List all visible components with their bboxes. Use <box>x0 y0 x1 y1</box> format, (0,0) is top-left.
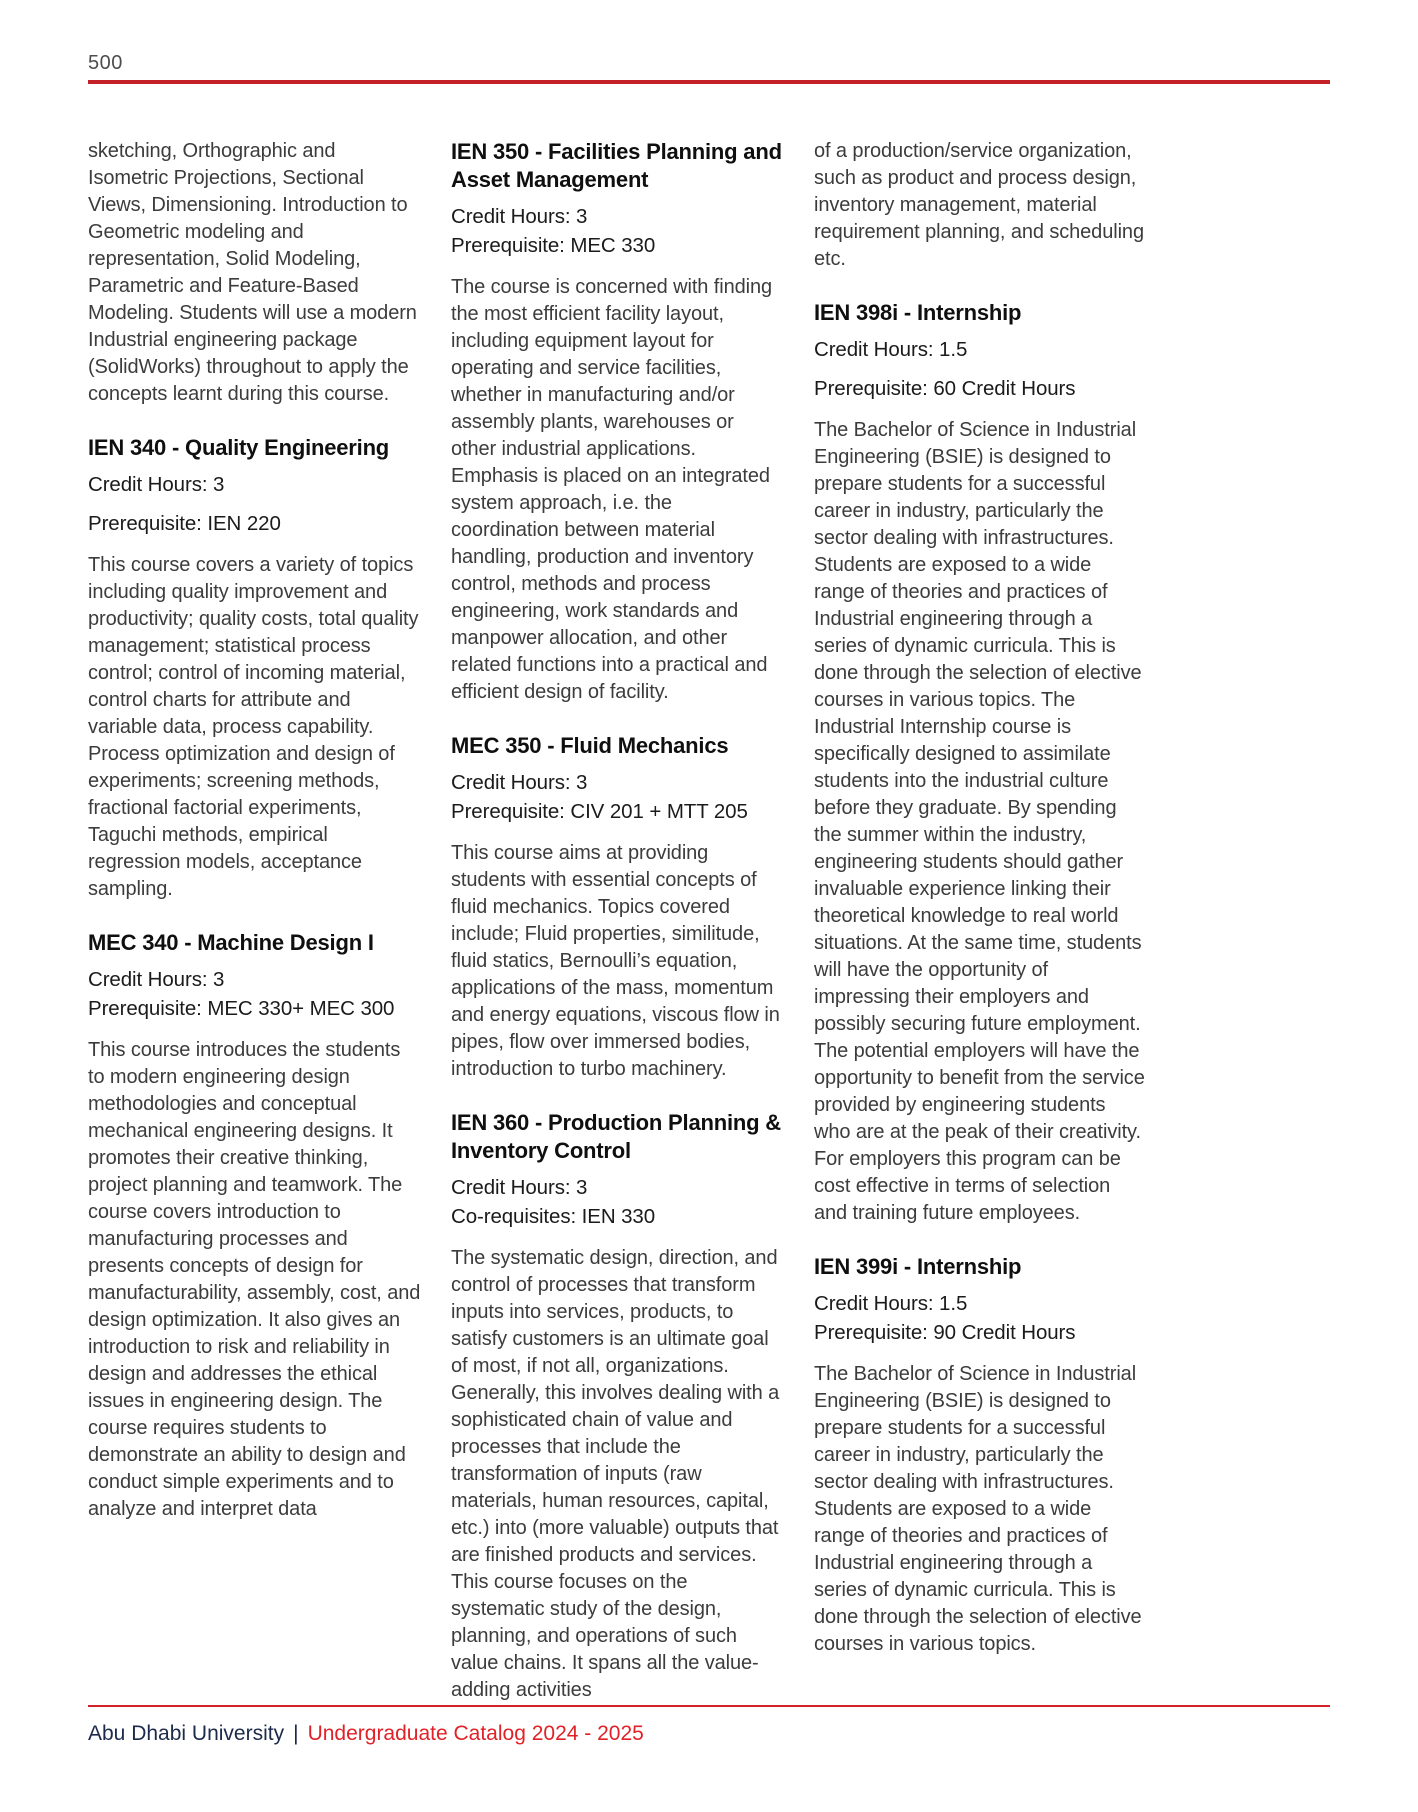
course-block <box>88 929 421 1523</box>
course-credit-hours: Credit Hours: 3 <box>451 1176 588 1199</box>
course-title: IEN 350 - Facilities Planning and Asset Management <box>451 139 782 192</box>
course-description: The systematic design, direction, and control of processes that transform inputs into services, products, to satisfy customers is an ultimate goal of most, if not all, organizations. Generally, this involves dealing with a sophisticated chain of value and processes that include the transformation of inputs (raw materials, human resources, capital, etc.) into (more valuable) outputs that are finished products and services. This course focuses on the systematic study of the design, planning, and operations of such value chains. It spans all the value-adding activities <box>451 1247 780 1701</box>
footer-rule <box>88 1705 1330 1707</box>
course-block <box>451 732 784 1083</box>
course-meta <box>451 1173 784 1231</box>
course-meta <box>88 470 421 538</box>
paragraph-text: sketching, Orthographic and Isometric Projections, Sectional Views, Dimensioning. Introduction to Geometric modeling and representation, Solid Modeling, Parametric and Feature-Based Modeling. Students will use a modern Industrial engineering package (SolidWorks) throughout to apply the concepts learnt during this course. <box>88 140 417 405</box>
course-prerequisite: Prerequisite: MEC 330+ MEC 300 <box>88 997 395 1020</box>
course-block <box>814 299 1147 1227</box>
course-description: This course covers a variety of topics including quality improvement and productivity; quality costs, total quality management; statistical process control; control of incoming material, control charts for attribute and variable data, process capability. Process optimization and design of experiments; screening methods, fractional factorial experiments, Taguchi methods, empirical regression models, acceptance sampling. <box>88 554 419 900</box>
paragraph-text: of a production/service organization, such as product and process design, inventory management, material requirement planning, and scheduling etc. <box>814 140 1144 270</box>
course-title: MEC 340 - Machine Design I <box>88 930 374 955</box>
page-content <box>88 138 1148 1718</box>
catalog-column-3 <box>814 138 1147 1718</box>
footer-university: Abu Dhabi University <box>88 1722 285 1745</box>
course-credit-hours: Credit Hours: 3 <box>451 771 588 794</box>
header-rule <box>88 80 1330 84</box>
course-prerequisite: Prerequisite: 60 Credit Hours <box>814 377 1076 400</box>
course-block <box>451 1109 784 1704</box>
course-credit-hours: Credit Hours: 3 <box>88 968 225 991</box>
course-credit-hours: Credit Hours: 3 <box>88 473 225 496</box>
catalog-column-1 <box>88 138 421 1718</box>
course-prerequisite: Prerequisite: 90 Credit Hours <box>814 1321 1076 1344</box>
course-title: IEN 340 - Quality Engineering <box>88 435 390 460</box>
paragraph-continuation <box>814 138 1147 273</box>
footer-catalog-title: Undergraduate Catalog 2024 - 2025 <box>307 1722 644 1745</box>
course-credit-hours: Credit Hours: 1.5 <box>814 338 968 361</box>
course-credit-hours: Credit Hours: 1.5 <box>814 1292 968 1315</box>
course-meta <box>88 965 421 1023</box>
footer <box>88 1722 1330 1746</box>
catalog-column-2 <box>451 138 784 1718</box>
footer-separator: | <box>293 1722 299 1745</box>
course-prerequisite: Prerequisite: CIV 201 + MTT 205 <box>451 800 748 823</box>
course-title: MEC 350 - Fluid Mechanics <box>451 733 729 758</box>
course-prerequisite: Prerequisite: IEN 220 <box>88 512 281 535</box>
course-block <box>814 1253 1147 1658</box>
course-prerequisite: Prerequisite: MEC 330 <box>451 234 656 257</box>
course-description: The Bachelor of Science in Industrial Engineering (BSIE) is designed to prepare students for a successful career in industry, particularly the sector dealing with infrastructures. Students are exposed to a wide range of theories and practices of Industrial engineering through a series of dynamic curricula. This is done through the selection of elective courses in various topics. <box>814 1363 1142 1655</box>
course-title: IEN 398i - Internship <box>814 300 1022 325</box>
page-number: 500 <box>88 52 123 74</box>
course-description: The course is concerned with finding the most efficient facility layout, including equipment layout for operating and service facilities, whether in manufacturing and/or assembly plants, warehouses or other industrial applications. Emphasis is placed on an integrated system approach, i.e. the coordination between material handling, production and inventory control, methods and process engineering, work standards and manpower allocation, and other related functions into a practical and efficient design of facility. <box>451 276 773 703</box>
course-description: This course introduces the students to modern engineering design methodologies and conceptual mechanical engineering designs. It promotes their creative thinking, project planning and teamwork. The course covers introduction to manufacturing processes and presents concepts of design for manufacturability, assembly, cost, and design optimization. It also gives an introduction to risk and reliability in design and addresses the ethical issues in engineering design. The course requires students to demonstrate an ability to design and conduct simple experiments and to analyze and interpret data <box>88 1039 421 1520</box>
course-title: IEN 360 - Production Planning & Inventory Control <box>451 1110 781 1163</box>
course-title: IEN 399i - Internship <box>814 1254 1022 1279</box>
course-block <box>451 138 784 706</box>
course-description: This course aims at providing students with essential concepts of fluid mechanics. Topics covered include; Fluid properties, similitude, fluid statics, Bernoulli’s equation, applications of the mass, momentum and energy equations, viscous flow in pipes, flow over immersed bodies, introduction to turbo machinery. <box>451 842 780 1080</box>
course-description: The Bachelor of Science in Industrial Engineering (BSIE) is designed to prepare students for a successful career in industry, particularly the sector dealing with infrastructures. Students are exposed to a wide range of theories and practices of Industrial engineering through a series of dynamic curricula. This is done through the selection of elective courses in various topics. The Industrial Internship course is specifically designed to assimilate students into the industrial culture before they graduate. By spending the summer within the industry, engineering students should gather invaluable experience linking their theoretical knowledge to real world situations. At the same time, students will have the opportunity of impressing their employers and possibly securing future employment. The potential employers will have the opportunity to benefit from the service provided by engineering students who are at the peak of their creativity. For employers this program can be cost effective in terms of selection and training future employees. <box>814 419 1145 1224</box>
course-meta <box>814 335 1147 403</box>
course-block <box>88 434 421 903</box>
course-meta <box>451 768 784 826</box>
paragraph-continuation <box>88 138 421 408</box>
course-credit-hours: Credit Hours: 3 <box>451 205 588 228</box>
course-meta <box>814 1289 1147 1347</box>
course-meta <box>451 202 784 260</box>
course-corequisite: Co-requisites: IEN 330 <box>451 1205 656 1228</box>
